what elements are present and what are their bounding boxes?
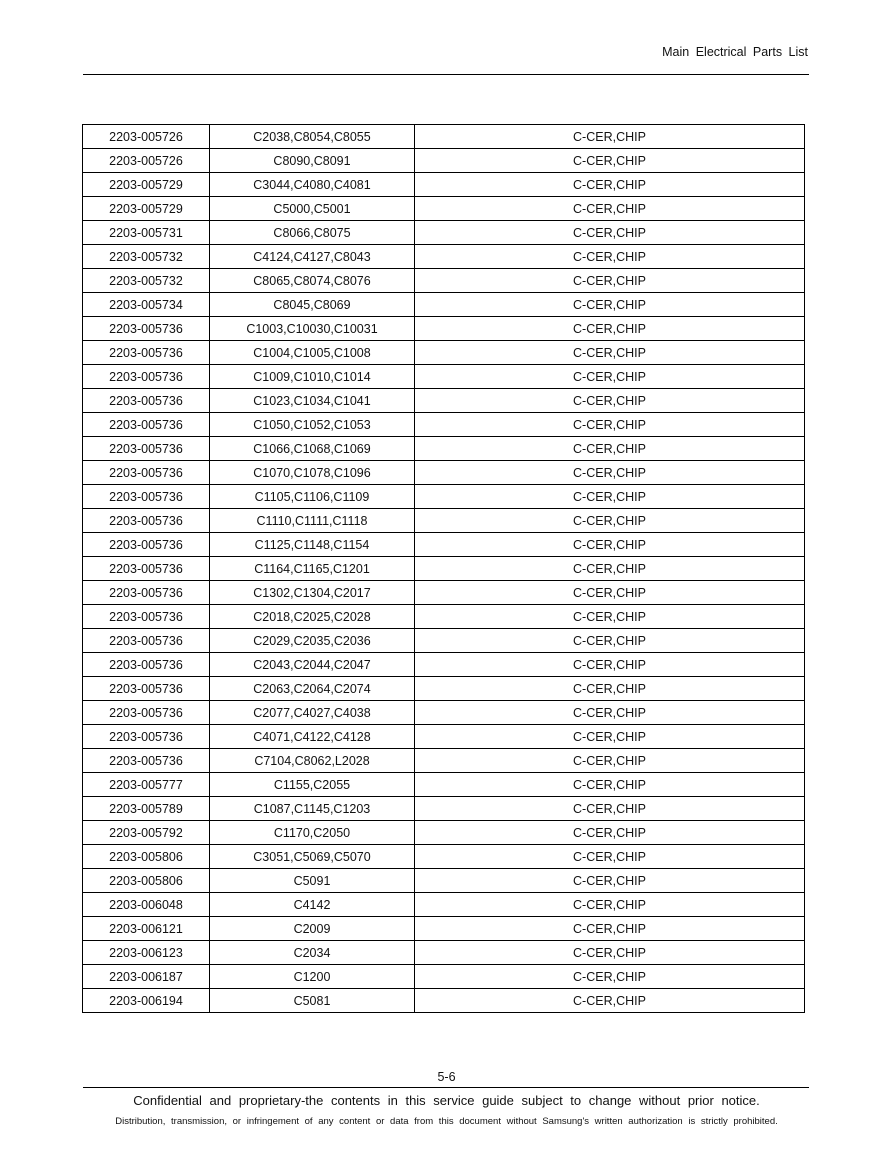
description-cell: C-CER,CHIP [415,677,805,701]
part-code-cell: 2203-005736 [83,509,210,533]
table-row [83,365,805,389]
part-code-cell: 2203-005736 [83,725,210,749]
part-code-cell: 2203-005736 [83,437,210,461]
table-row [83,797,805,821]
table-row [83,893,805,917]
table-row [83,869,805,893]
page-number: 5-6 [437,1070,456,1084]
table-row [83,821,805,845]
part-code-cell: 2203-006187 [83,965,210,989]
table-row [83,221,805,245]
description-cell: C-CER,CHIP [415,797,805,821]
location-cell: C1003,C10030,C10031 [210,317,415,341]
table-row [83,629,805,653]
table-row [83,245,805,269]
part-code-cell: 2203-005736 [83,557,210,581]
description-cell: C-CER,CHIP [415,581,805,605]
description-cell: C-CER,CHIP [415,605,805,629]
location-cell: C1023,C1034,C1041 [210,389,415,413]
location-cell: C1070,C1078,C1096 [210,461,415,485]
table-row [83,485,805,509]
part-code-cell: 2203-005734 [83,293,210,317]
location-cell: C1066,C1068,C1069 [210,437,415,461]
description-cell: C-CER,CHIP [415,461,805,485]
location-cell: C7104,C8062,L2028 [210,749,415,773]
part-code-cell: 2203-005736 [83,629,210,653]
header-divider [83,74,809,75]
part-code-cell: 2203-006121 [83,917,210,941]
part-code-cell: 2203-005732 [83,245,210,269]
description-cell: C-CER,CHIP [415,941,805,965]
location-cell: C3044,C4080,C4081 [210,173,415,197]
description-cell: C-CER,CHIP [415,557,805,581]
description-cell: C-CER,CHIP [415,413,805,437]
location-cell: C2063,C2064,C2074 [210,677,415,701]
footer-divider [83,1087,809,1088]
part-code-cell: 2203-005806 [83,845,210,869]
location-cell: C1105,C1106,C1109 [210,485,415,509]
part-code-cell: 2203-005777 [83,773,210,797]
description-cell: C-CER,CHIP [415,845,805,869]
description-cell: C-CER,CHIP [415,917,805,941]
location-cell: C5091 [210,869,415,893]
location-cell: C1155,C2055 [210,773,415,797]
description-cell: C-CER,CHIP [415,221,805,245]
part-code-cell: 2203-005792 [83,821,210,845]
table-row [83,197,805,221]
description-cell: C-CER,CHIP [415,989,805,1013]
table-row [83,557,805,581]
description-cell: C-CER,CHIP [415,725,805,749]
description-cell: C-CER,CHIP [415,365,805,389]
table-row [83,149,805,173]
table-row [83,845,805,869]
description-cell: C-CER,CHIP [415,269,805,293]
table-row [83,293,805,317]
table-row [83,965,805,989]
table-row [83,125,805,149]
part-code-cell: 2203-005736 [83,677,210,701]
location-cell: C2038,C8054,C8055 [210,125,415,149]
table-row [83,605,805,629]
location-cell: C4124,C4127,C8043 [210,245,415,269]
description-cell: C-CER,CHIP [415,125,805,149]
part-code-cell: 2203-005736 [83,389,210,413]
part-code-cell: 2203-006123 [83,941,210,965]
table-row [83,437,805,461]
part-code-cell: 2203-005789 [83,797,210,821]
location-cell: C1110,C1111,C1118 [210,509,415,533]
part-code-cell: 2203-006194 [83,989,210,1013]
description-cell: C-CER,CHIP [415,437,805,461]
description-cell: C-CER,CHIP [415,245,805,269]
location-cell: C1087,C1145,C1203 [210,797,415,821]
part-code-cell: 2203-005731 [83,221,210,245]
table-row [83,725,805,749]
location-cell: C1200 [210,965,415,989]
location-cell: C2043,C2044,C2047 [210,653,415,677]
table-row [83,581,805,605]
part-code-cell: 2203-005726 [83,149,210,173]
location-cell: C1164,C1165,C1201 [210,557,415,581]
table-row [83,533,805,557]
table-row [83,989,805,1013]
table-row [83,773,805,797]
part-code-cell: 2203-005732 [83,269,210,293]
location-cell: C1170,C2050 [210,821,415,845]
description-cell: C-CER,CHIP [415,293,805,317]
footer-legal: Distribution, transmission, or infringement of any content or data from this document without Samsung's written authorization is strictly prohibited. [115,1116,778,1127]
location-cell: C8066,C8075 [210,221,415,245]
table-row [83,317,805,341]
location-cell: C3051,C5069,C5070 [210,845,415,869]
description-cell: C-CER,CHIP [415,653,805,677]
description-cell: C-CER,CHIP [415,749,805,773]
parts-table [82,124,805,1013]
table-row [83,941,805,965]
description-cell: C-CER,CHIP [415,533,805,557]
description-cell: C-CER,CHIP [415,389,805,413]
part-code-cell: 2203-005736 [83,749,210,773]
location-cell: C2029,C2035,C2036 [210,629,415,653]
part-code-cell: 2203-005736 [83,317,210,341]
header-title: Main Electrical Parts List [662,45,808,59]
location-cell: C8065,C8074,C8076 [210,269,415,293]
location-cell: C2034 [210,941,415,965]
table-row [83,461,805,485]
location-cell: C2018,C2025,C2028 [210,605,415,629]
table-row [83,389,805,413]
description-cell: C-CER,CHIP [415,869,805,893]
description-cell: C-CER,CHIP [415,965,805,989]
location-cell: C5000,C5001 [210,197,415,221]
footer-notice: Confidential and proprietary-the contents in this service guide subject to change without prior notice. [133,1093,760,1108]
location-cell: C8090,C8091 [210,149,415,173]
description-cell: C-CER,CHIP [415,485,805,509]
part-code-cell: 2203-005736 [83,605,210,629]
description-cell: C-CER,CHIP [415,821,805,845]
part-code-cell: 2203-005736 [83,485,210,509]
description-cell: C-CER,CHIP [415,341,805,365]
table-row [83,917,805,941]
description-cell: C-CER,CHIP [415,701,805,725]
part-code-cell: 2203-005736 [83,341,210,365]
table-row [83,701,805,725]
part-code-cell: 2203-005736 [83,461,210,485]
location-cell: C1009,C1010,C1014 [210,365,415,389]
table-row [83,749,805,773]
part-code-cell: 2203-005736 [83,701,210,725]
description-cell: C-CER,CHIP [415,893,805,917]
part-code-cell: 2203-005736 [83,365,210,389]
location-cell: C4071,C4122,C4128 [210,725,415,749]
location-cell: C1125,C1148,C1154 [210,533,415,557]
part-code-cell: 2203-005726 [83,125,210,149]
location-cell: C1050,C1052,C1053 [210,413,415,437]
part-code-cell: 2203-005729 [83,197,210,221]
location-cell: C5081 [210,989,415,1013]
table-row [83,341,805,365]
table-row [83,509,805,533]
description-cell: C-CER,CHIP [415,197,805,221]
description-cell: C-CER,CHIP [415,317,805,341]
location-cell: C2077,C4027,C4038 [210,701,415,725]
location-cell: C4142 [210,893,415,917]
description-cell: C-CER,CHIP [415,509,805,533]
parts-table-body [83,125,805,1013]
location-cell: C8045,C8069 [210,293,415,317]
description-cell: C-CER,CHIP [415,773,805,797]
location-cell: C1302,C1304,C2017 [210,581,415,605]
part-code-cell: 2203-005736 [83,581,210,605]
table-row [83,413,805,437]
description-cell: C-CER,CHIP [415,173,805,197]
table-row [83,653,805,677]
table-row [83,269,805,293]
description-cell: C-CER,CHIP [415,149,805,173]
part-code-cell: 2203-006048 [83,893,210,917]
table-row [83,677,805,701]
part-code-cell: 2203-005806 [83,869,210,893]
location-cell: C1004,C1005,C1008 [210,341,415,365]
description-cell: C-CER,CHIP [415,629,805,653]
location-cell: C2009 [210,917,415,941]
table-row [83,173,805,197]
part-code-cell: 2203-005736 [83,413,210,437]
part-code-cell: 2203-005736 [83,533,210,557]
part-code-cell: 2203-005729 [83,173,210,197]
part-code-cell: 2203-005736 [83,653,210,677]
